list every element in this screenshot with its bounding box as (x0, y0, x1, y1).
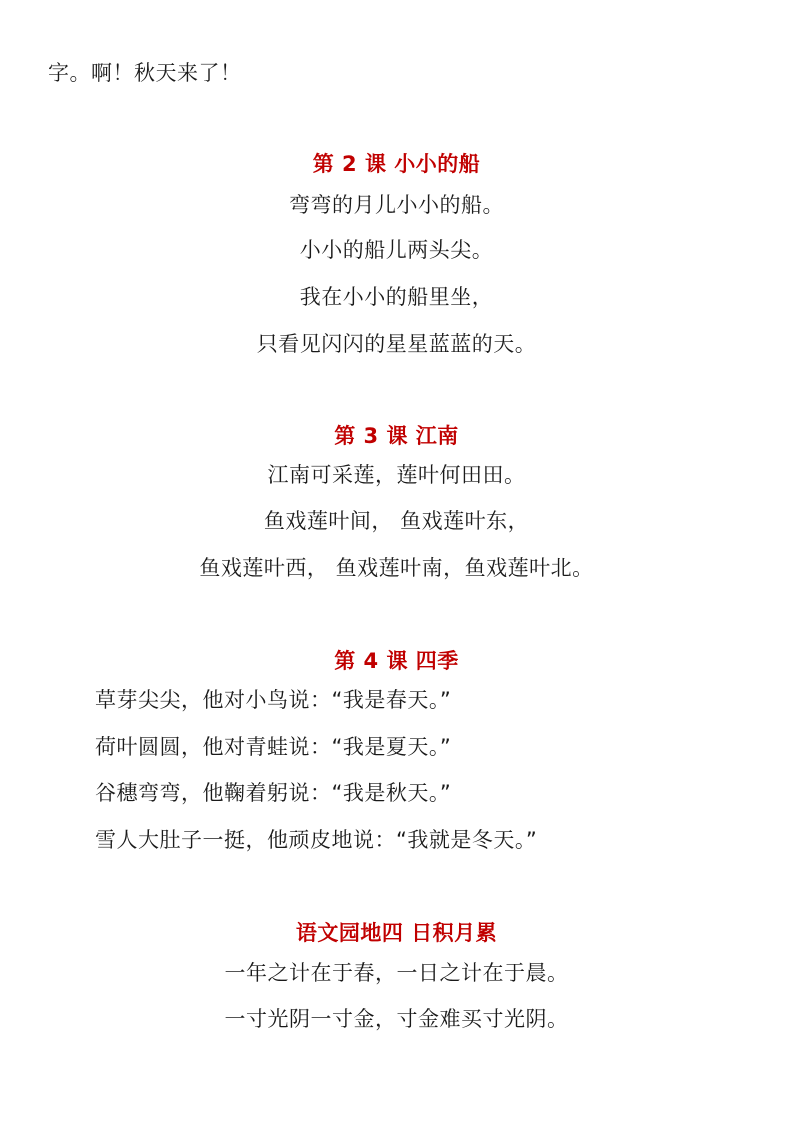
lesson-3-title: 第 3 课 江南 (334, 424, 459, 448)
lesson-2-title: 第 2 课 小小的船 (312, 152, 481, 176)
lesson-4-line-1: 草芽尖尖，他对小鸟说：“我是春天。” (95, 688, 452, 712)
lesson-2-line-1: 弯弯的月儿小小的船。 (289, 193, 504, 217)
lesson-4-title: 第 4 课 四季 (334, 649, 459, 673)
garden-4-title: 语文园地四 日积月累 (295, 921, 498, 945)
lesson-3-line-1: 江南可采莲，莲叶何田田。 (267, 463, 526, 487)
lesson-2-line-2: 小小的船儿两头尖。 (299, 238, 494, 262)
lesson-4-line-3: 谷穗弯弯，他鞠着躬说：“我是秋天。” (95, 781, 452, 805)
lesson-3-line-2: 鱼戏莲叶间， 鱼戏莲叶东， (263, 509, 530, 533)
lesson-4-line-2: 荷叶圆圆，他对青蛙说：“我是夏天。” (95, 735, 452, 759)
lesson-2-line-4: 只看见闪闪的星星蓝蓝的天。 (256, 332, 537, 356)
lesson-3-line-3: 鱼戏莲叶西， 鱼戏莲叶南，鱼戏莲叶北。 (199, 556, 594, 580)
intro-line: 字。啊！秋天来了！ (48, 61, 242, 85)
lesson-4-line-4: 雪人大肚子一挺，他顽皮地说：“我就是冬天。” (95, 828, 538, 852)
lesson-2-line-3: 我在小小的船里坐， (299, 285, 494, 309)
garden-4-line-1: 一年之计在于春，一日之计在于晨。 (224, 961, 569, 985)
garden-4-line-2: 一寸光阴一寸金，寸金难买寸光阴。 (224, 1007, 569, 1031)
